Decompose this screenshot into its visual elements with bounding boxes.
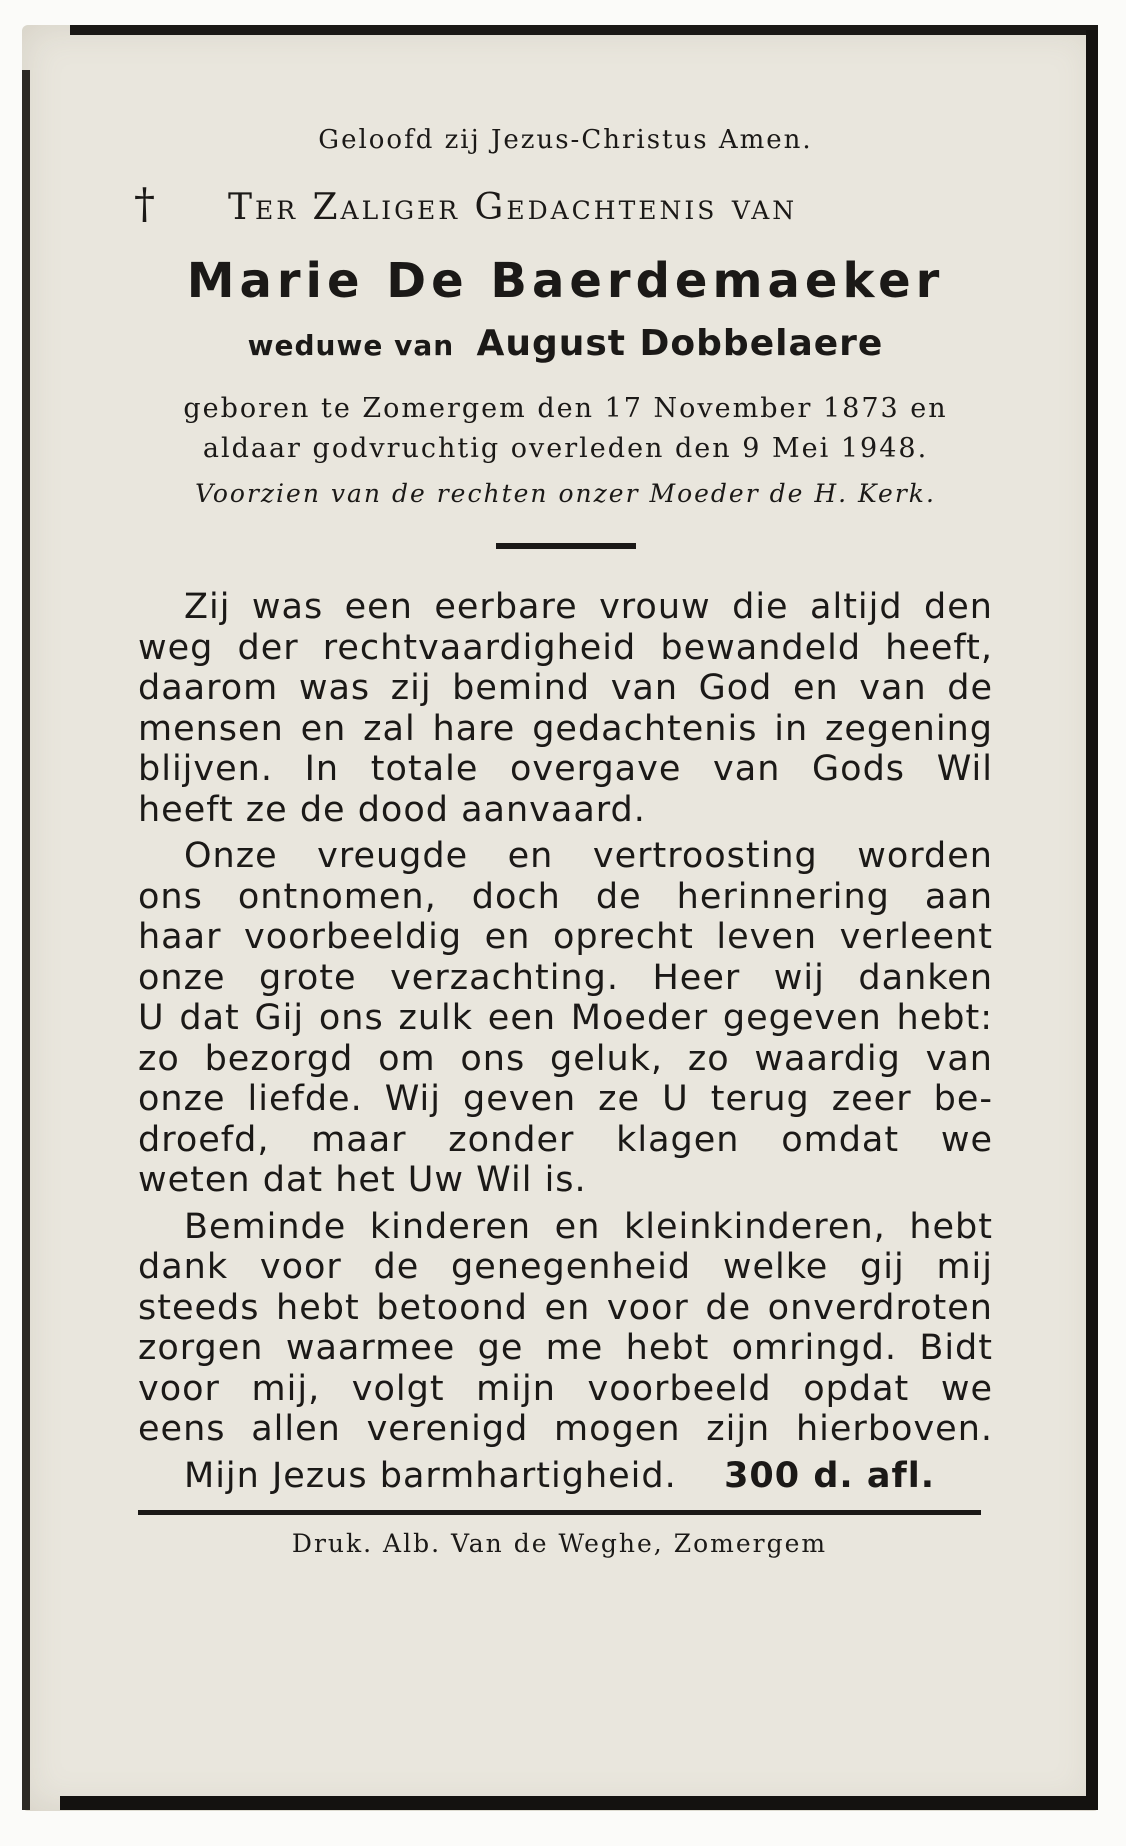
bio-line-birth: geboren te Zomergem den 17 November 1873 en: [183, 393, 948, 424]
text-line: onze liefde. Wij geven ze U terug zeer be-: [138, 1079, 993, 1119]
card-border-bottom: [60, 1796, 1098, 1810]
text-line: weten dat het Uw Wil is.: [138, 1160, 587, 1200]
text-line: dank voor de genegenheid welke gij mij: [138, 1247, 993, 1287]
memorial-title: Ter Zaliger Gedachtenis van: [228, 187, 798, 228]
widow-prefix: weduwe van: [247, 329, 455, 362]
text-line: Beminde kinderen en kleinkinderen, hebt: [184, 1206, 993, 1247]
paragraph-2: [138, 836, 993, 1201]
text-line: droefd, maar zonder klagen omdat we: [138, 1119, 993, 1160]
closing-prayer: Mijn Jezus barmhartigheid.: [184, 1455, 677, 1496]
widow-line: [138, 323, 993, 379]
text-line: ons ontnomen, doch de herinnering aan: [138, 876, 993, 917]
sacraments-line: Voorzien van de rechten onzer Moeder de H. Kerk.: [195, 479, 936, 508]
card-border-left: [22, 70, 30, 1810]
text-line: daarom was zij bemind van God en van de: [138, 668, 993, 708]
text-line: onze grote verzachting. Heer wij danken: [138, 957, 993, 998]
text-line: voor mij, volgt mijn voorbeeld opdat we: [138, 1368, 993, 1409]
biography: [138, 389, 993, 469]
paragraph-3: [138, 1207, 993, 1450]
indulgence-note: 300 d. afl.: [724, 1455, 935, 1496]
text-line: heeft ze de dood aanvaard.: [138, 789, 646, 830]
deceased-name: Marie De Baerdemaeker: [186, 253, 945, 309]
paragraph-1: [138, 587, 993, 830]
card-content: [134, 120, 993, 1558]
bio-line-death: aldaar godvruchtig overleden den 9 Mei 1948.: [202, 433, 929, 464]
title-row: [134, 179, 993, 247]
text-line: eens allen verenigd mogen zijn hierboven.: [138, 1409, 993, 1449]
text-line: Onze vreugde en vertroosting worden: [184, 836, 993, 876]
text-line: zorgen waarmee ge me hebt omringd. Bidt: [138, 1328, 993, 1368]
invocation: Geloofd zij Jezus-Christus Amen.: [318, 125, 813, 155]
text-line: Zij was een eerbare vrouw die altijd den: [184, 587, 993, 627]
text-line: zo bezorgd om ons geluk, zo waardig van: [138, 1038, 993, 1079]
divider-rule: [496, 543, 636, 549]
bottom-rule: [138, 1510, 981, 1515]
text-line: haar voorbeeldig en oprecht leven verleent: [138, 917, 993, 957]
husband-name: August Dobbelaere: [476, 323, 884, 364]
text-line: blijven. In totale overgave van Gods Wil: [138, 749, 993, 789]
text-line: U dat Gij ons zulk een Moeder gegeven hebt:: [138, 998, 993, 1038]
printer-credit: Druk. Alb. Van de Weghe, Zomergem: [291, 1528, 828, 1558]
text-line: weg der rechtvaardigheid bewandeld heeft,: [138, 627, 993, 668]
text-line: steeds hebt betoond en voor de onverdroten: [138, 1287, 993, 1328]
memorial-text: [138, 587, 993, 1450]
card-border-top: [70, 25, 1098, 35]
cross-icon: †: [134, 179, 155, 228]
text-line: mensen en zal hare gedachtenis in zegening: [138, 708, 993, 749]
closing-line: [138, 1456, 993, 1504]
card-border-right: [1086, 30, 1098, 1810]
